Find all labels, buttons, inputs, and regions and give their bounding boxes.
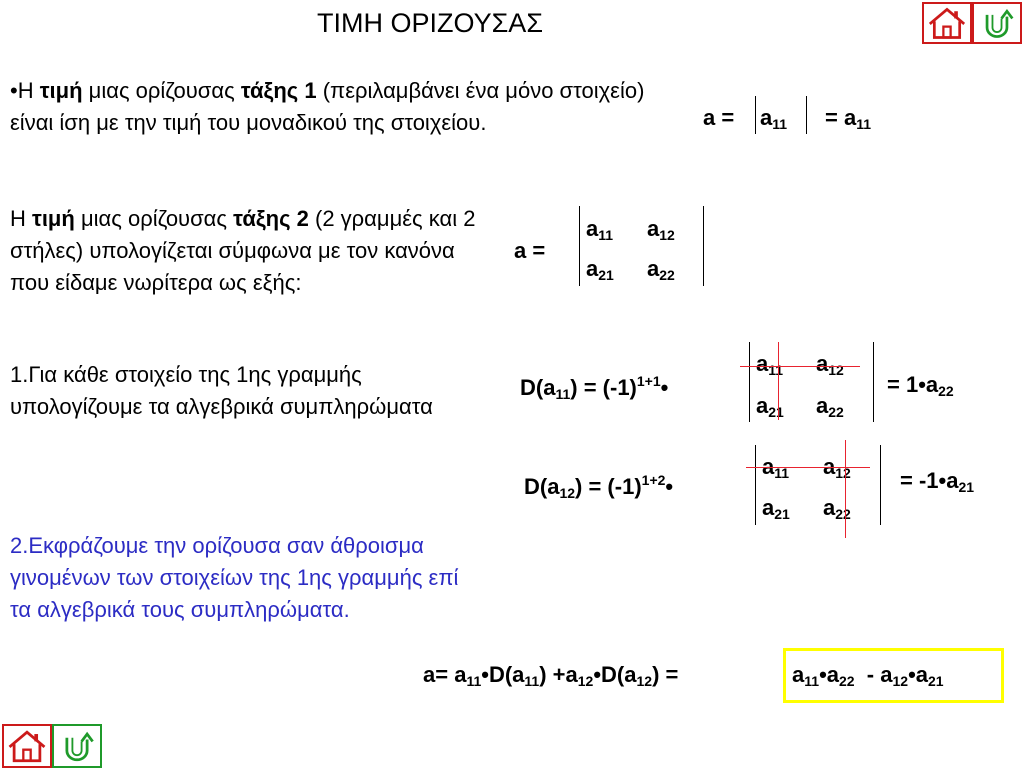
eq3-r1c1: $a_{11}$ — [756, 351, 784, 378]
para1-bullet: •Η — [10, 78, 40, 103]
para2-text: Η — [10, 206, 32, 231]
det-bar-right — [873, 342, 874, 422]
final-result: $a_{11}•a_{22}$ - $a_{12}•a_{21}$ — [792, 662, 944, 689]
eq2-r1c1: $a_{11}$ — [586, 216, 614, 243]
eq3-r2c1: $a_{21}$ — [756, 393, 784, 420]
det-bar-left — [579, 206, 580, 286]
para2-bold-value: τιμή — [32, 206, 75, 231]
eq4-r1c1: $a_{11}$ — [762, 454, 790, 481]
eq3-rhs: = $1•a_{22}$ — [887, 372, 954, 399]
para1-bold-order: τάξης 1 — [240, 78, 317, 103]
para1-bold-value: τιμή — [39, 78, 83, 103]
para1-text: μιας ορίζουσας — [82, 78, 241, 103]
home-icon — [4, 726, 50, 766]
det-bar-left — [749, 342, 750, 422]
u-turn-back-icon — [54, 726, 100, 766]
para1-text-rest: (περιλαμβάνει ένα μόνο στοιχείο) είναι ίση με την τιμή του μοναδικού της στοιχείου. — [10, 78, 645, 135]
eq3-r2c2: $a_{22}$ — [816, 393, 844, 420]
det-bar-right — [703, 206, 704, 286]
eq1-element: $a_{11}$ — [760, 105, 788, 132]
strike-row-1 — [740, 366, 860, 367]
final-expansion: $a= a_{11}•D(a_{11})$ $+a_{12}•D(a_{12})$ = — [423, 662, 679, 689]
strike-row-1 — [746, 467, 870, 468]
home-icon — [924, 4, 970, 42]
home-button-bottom[interactable] — [2, 724, 52, 768]
eq4-cofactor: $D(a_{12})$ = $(-1)^{1+2}•$ — [524, 472, 674, 501]
eq4-r2c2: $a_{22}$ — [823, 495, 851, 522]
back-button-bottom[interactable] — [52, 724, 102, 768]
paragraph-order-2 — [10, 203, 480, 299]
eq4-r2c1: $a_{21}$ — [762, 495, 790, 522]
eq1-rhs: = $a_{11}$ — [825, 105, 872, 132]
home-button[interactable] — [922, 2, 972, 44]
paragraph-order-1 — [10, 75, 660, 139]
strike-column-1 — [778, 342, 779, 420]
eq4-rhs: = $-1•a_{21}$ — [900, 468, 975, 495]
page-title: ΤΙΜΗ ΟΡΙΖΟΥΣΑΣ — [316, 8, 544, 38]
eq2-lhs: a = — [514, 238, 546, 263]
step-2-text: 2.Εκφράζουμε την ορίζουσα σαν άθροισμα γινομένων των στοιχείων της 1ης γραμμής επί τα αλγεβρικά τους συμπληρώματα. — [10, 533, 459, 622]
eq4-r1c2: $a_{12}$ — [823, 454, 851, 481]
para2-text-rest: (2 γραμμές και 2 στήλες) υπολογίζεται σύμφωνα με τον κανόνα που είδαμε νωρίτερα ως εξής: — [10, 206, 476, 295]
det-bar-right — [806, 96, 807, 134]
u-turn-back-icon — [974, 4, 1020, 42]
det-bar-right — [880, 445, 881, 525]
eq1-lhs: a = — [703, 105, 735, 130]
para2-text-mid: μιας ορίζουσας — [74, 206, 234, 231]
eq2-r2c1: $a_{21}$ — [586, 256, 614, 283]
eq2-r2c2: $a_{22}$ — [647, 256, 675, 283]
para2-bold-order: τάξης 2 — [233, 206, 309, 231]
det-bar-left — [755, 445, 756, 525]
eq2-r1c2: $a_{12}$ — [647, 216, 675, 243]
strike-column-2 — [845, 440, 846, 538]
step-1-text: 1.Για κάθε στοιχείο της 1ης γραμμής υπολογίζουμε τα αλγεβρικά συμπληρώματα — [10, 362, 433, 419]
eq3-cofactor: $D(a_{11})$ = $(-1)^{1+1}•$ — [520, 373, 669, 402]
back-button[interactable] — [972, 2, 1022, 44]
eq3-r1c2: $a_{12}$ — [816, 351, 844, 378]
det-bar-left — [755, 96, 756, 134]
